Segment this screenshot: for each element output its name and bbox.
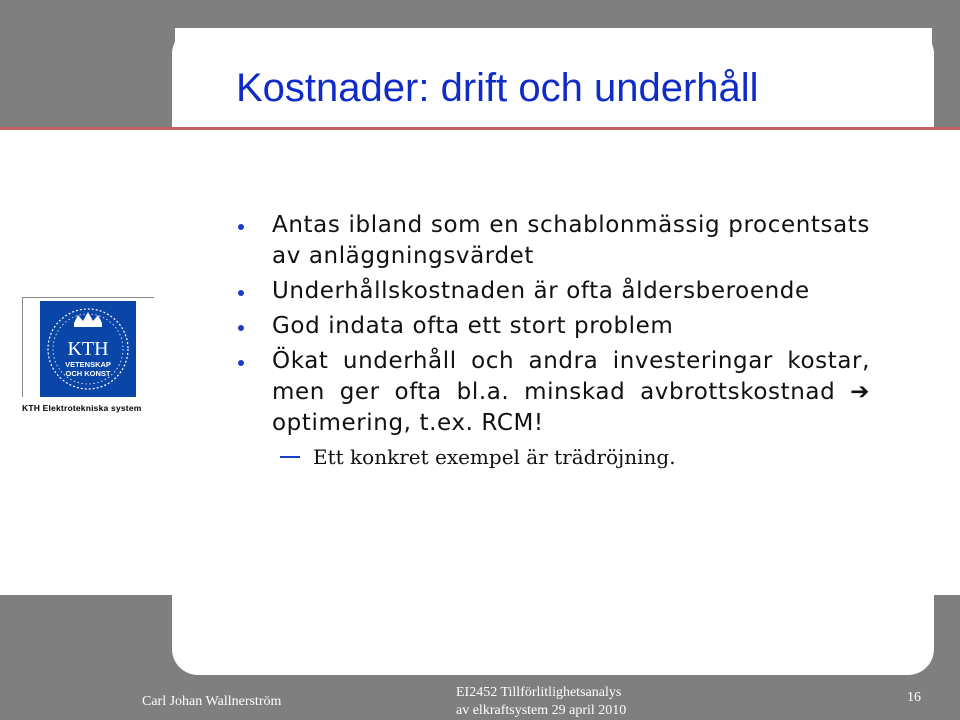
bullet-text-end: optimering, t.ex. RCM! xyxy=(272,410,544,436)
footer-course-line2: av elkraftsystem 29 april 2010 xyxy=(456,703,627,718)
frame-band-top-left xyxy=(0,0,175,130)
bullet-item: Antas ibland som en schablonmässig procentsats av anläggningsvärdet xyxy=(236,210,870,272)
bullet-item: God indata ofta ett stort problem xyxy=(236,311,870,342)
page-number: 16 xyxy=(907,690,921,705)
footer-author: Carl Johan Wallnerström xyxy=(142,694,282,709)
bullet-item xyxy=(236,346,870,439)
logo-line3: OCH KONST xyxy=(65,369,111,378)
logo-frame-line xyxy=(22,297,154,298)
bullet-list xyxy=(236,210,870,439)
bottom-panel xyxy=(172,595,934,675)
footer-course xyxy=(456,684,626,720)
slide-content xyxy=(236,210,870,471)
kth-crest-icon xyxy=(40,301,136,397)
title-rule xyxy=(0,127,960,130)
bullet-item: Underhållskostnaden är ofta åldersberoende xyxy=(236,276,870,307)
footer-course-line1: EI2452 Tillförlitlighetsanalys xyxy=(456,685,622,700)
logo-frame-line-left xyxy=(22,297,23,397)
kth-logo xyxy=(22,297,154,419)
logo-kth-text: KTH xyxy=(67,338,109,360)
arrow-icon: ➔ xyxy=(850,379,870,405)
sub-bullet-item: Ett konkret exempel är trädröjning. xyxy=(236,443,870,471)
frame-band-top-right xyxy=(932,0,960,130)
bullet-text: Ökat underhåll och andra investeringar kostar, men ger ofta bl.a. minskad avbrottskostnad xyxy=(272,348,870,405)
slide-title: Kostnader: drift och underhåll xyxy=(236,66,759,110)
logo-line2: VETENSKAP xyxy=(65,360,111,369)
frame-band-top xyxy=(175,0,960,28)
logo-caption: KTH Elektrotekniska system xyxy=(22,403,142,413)
kth-emblem xyxy=(40,301,136,397)
